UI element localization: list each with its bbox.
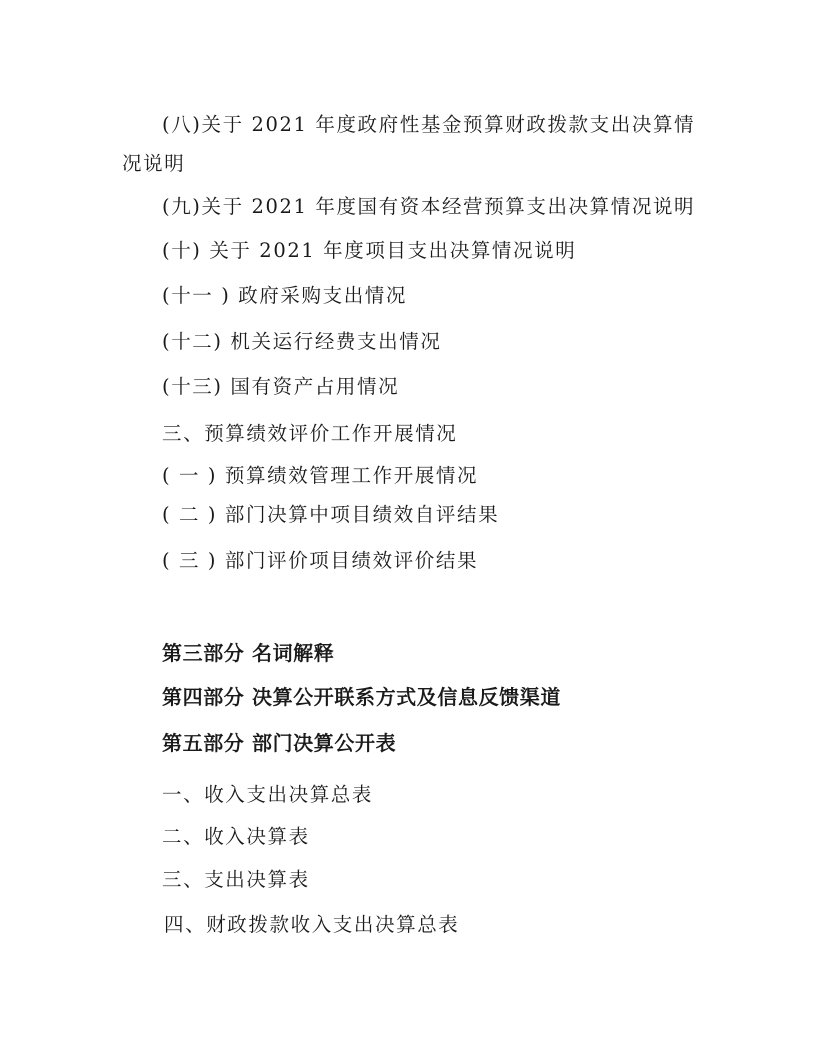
part-4-heading: 第四部分 决算公开联系方式及信息反馈渠道	[162, 685, 561, 709]
toc-item-8-continued: 况说明	[122, 152, 186, 175]
table-item-4: 四、财政拨款收入支出决算总表	[164, 913, 460, 936]
toc-item-10: (十) 关于 2021 年度项目支出决算情况说明	[162, 239, 577, 262]
table-item-2: 二、收入决算表	[162, 825, 310, 848]
toc-item-8: (八)关于 2021 年度政府性基金预算财政拨款支出决算情	[162, 113, 696, 136]
toc-item-12: (十二) 机关运行经费支出情况	[162, 330, 442, 353]
table-item-1: 一、收入支出决算总表	[162, 783, 374, 806]
toc-section-3: 三、预算绩效评价工作开展情况	[162, 422, 458, 445]
toc-subitem-2: ( 二 ) 部门决算中项目绩效自评结果	[162, 503, 500, 526]
part-3-heading: 第三部分 名词解释	[162, 641, 335, 665]
part-5-heading: 第五部分 部门决算公开表	[162, 731, 397, 755]
toc-subitem-3: ( 三 ) 部门评价项目绩效评价结果	[162, 549, 479, 572]
toc-subitem-1: ( 一 ) 预算绩效管理工作开展情况	[162, 464, 479, 487]
toc-item-13: (十三) 国有资产占用情况	[162, 375, 400, 398]
toc-item-9: (九)关于 2021 年度国有资本经营预算支出决算情况说明	[162, 195, 696, 218]
table-item-3: 三、支出决算表	[162, 868, 310, 891]
toc-item-11: (十一 ) 政府采购支出情况	[162, 284, 408, 307]
